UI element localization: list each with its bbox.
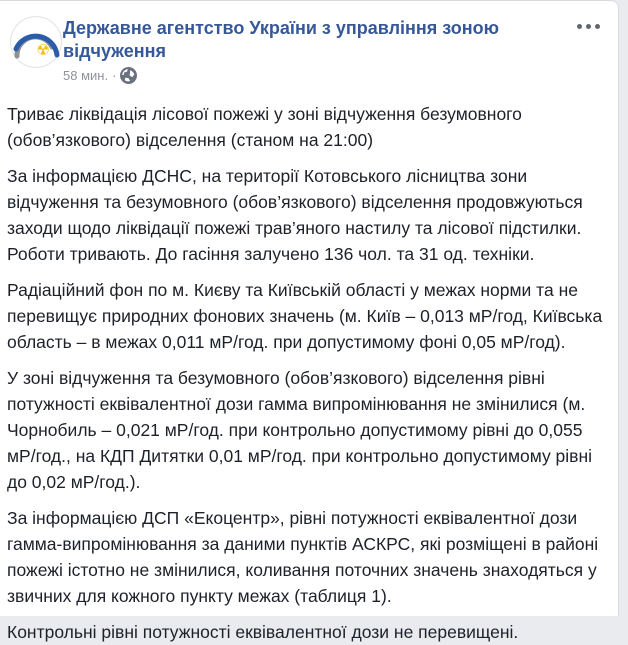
post-paragraph: За інформацією ДСП «Екоцентр», рівні потужності еквівалентної дози гамма-випромінювання за даними пунктів АСКРС, які розміщені в районі пожежі істотно не змінилися, коливання поточних значень знаходяться у звичних для кожного пункту межах (таблиця 1). bbox=[7, 508, 599, 606]
post-paragraph: Радіаційний фон по м. Києву та Київській області у межах норми та не перевищує природних фонових значень (м. Київ – 0,013 мР/год, Київська область – в межах 0,011 мР/год. при допустимому фоні 0,05 мР/год). bbox=[7, 280, 603, 352]
post-body bbox=[0, 95, 618, 645]
svg-text:☢: ☢ bbox=[36, 41, 50, 59]
post-paragraph: У зоні відчуження та безумовного (обов’язкового) відселення рівні потужності еквівалентної дози гамма випромінювання не змінилися (м. Чорнобиль – 0,021 мР/год. при контрольно допустимому рівні до 0,055 мР/год., на КДП Дитятки 0,01 мР/год. при контрольно допустимому рівні до 0,02 мР/год.). bbox=[7, 368, 593, 492]
page-name-link[interactable]: Державне агентство України з управління зоною відчуження bbox=[63, 18, 499, 61]
header-text bbox=[63, 17, 543, 84]
meta-separator: · bbox=[112, 68, 117, 83]
avatar[interactable] bbox=[10, 16, 62, 68]
post-paragraph: За інформацією ДСНС, на території Котовського лісництва зони відчуження та безумовного (обов’язкового) відселення продовжуються заходи щодо ліквідації пожежі трав’яного настилу та лісової підстилки. Роботи тривають. До гасіння залучено 136 чол. та 31 од. техніки. bbox=[7, 166, 583, 264]
timestamp-link[interactable]: 58 мин. bbox=[63, 68, 109, 83]
post-meta bbox=[63, 67, 543, 84]
post-options-button[interactable] bbox=[575, 22, 602, 31]
globe-icon bbox=[120, 67, 137, 84]
post-header bbox=[0, 1, 618, 95]
post-paragraph: Триває ліквідація лісової пожежі у зоні відчуження безумовного (обов’язкового) відселення (станом на 21:00) bbox=[7, 104, 522, 150]
post-paragraph: Контрольні рівні потужності еквівалентної дози не перевищені. bbox=[7, 622, 519, 642]
ellipsis-icon bbox=[577, 24, 582, 29]
ellipsis-icon bbox=[586, 24, 591, 29]
ellipsis-icon bbox=[595, 24, 600, 29]
chernobyl-arch-radiation-logo bbox=[10, 16, 62, 68]
